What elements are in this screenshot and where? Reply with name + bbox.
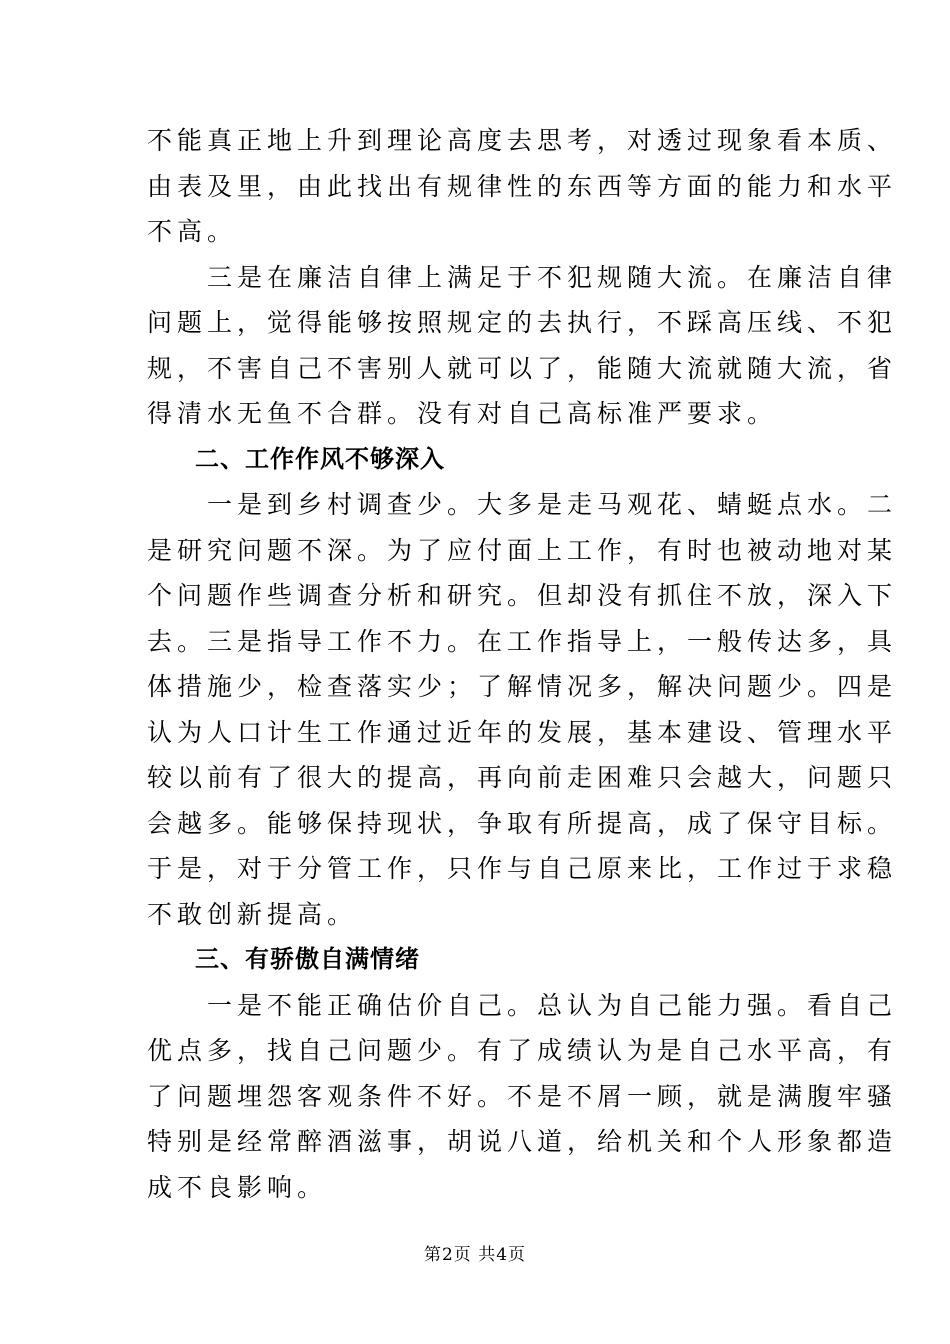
text-line: 得清水无鱼不合群。没有对自己高标准严要求。	[147, 399, 778, 428]
section-heading: 三、有骄傲自满情绪	[195, 945, 420, 973]
text-line: 优点多，找自己问题少。有了成绩认为是自己水平高，有	[147, 1036, 898, 1065]
section-heading: 二、工作作风不够深入	[195, 444, 445, 473]
text-line: 去。三是指导工作不力。在工作指导上，一般传达多，具	[147, 626, 898, 656]
text-line: 一是到乡村调查少。大多是走马观花、蜻蜓点水。二	[147, 490, 898, 519]
text-line: 较以前有了很大的提高，再向前走困难只会越大，问题只	[147, 763, 898, 792]
text-line: 于是，对于分管工作，只作与自己原来比，工作过于求稳	[147, 854, 898, 883]
document-body	[147, 118, 898, 1210]
text-line: 三是在廉洁自律上满足于不犯规随大流。在廉洁自律	[147, 262, 898, 292]
text-line: 成不良影响。	[147, 1172, 328, 1202]
paragraph	[147, 118, 898, 255]
text-line: 认为人口计生工作通过近年的发展，基本建设、管理水平	[147, 717, 898, 747]
page-footer: 第2页 共4页	[423, 1245, 527, 1265]
text-line: 了问题埋怨客观条件不好。不是不屑一顾，就是满腹牢骚	[147, 1081, 898, 1111]
paragraph	[147, 482, 898, 937]
text-line: 体措施少，检查落实少；了解情况多，解决问题少。四是	[147, 672, 898, 701]
text-line: 个问题作些调查分析和研究。但却没有抓住不放，深入下	[147, 581, 898, 610]
text-line: 由表及里，由此找出有规律性的东西等方面的能力和水平	[147, 171, 898, 201]
paragraph	[147, 255, 898, 437]
text-line: 一是不能正确估价自己。总认为自己能力强。看自己	[147, 990, 898, 1020]
text-line: 特别是经常醉酒滋事，胡说八道，给机关和个人形象都造	[147, 1127, 898, 1156]
text-line: 问题上，觉得能够按照规定的去执行，不踩高压线、不犯	[147, 308, 898, 337]
text-line: 不敢创新提高。	[147, 899, 358, 929]
text-line: 会越多。能够保持现状，争取有所提高，成了保守目标。	[147, 808, 898, 838]
text-line: 不能真正地上升到理论高度去思考，对透过现象看本质、	[147, 126, 898, 155]
text-line: 是研究问题不深。为了应付面上工作，有时也被动地对某	[147, 535, 898, 565]
text-line: 规，不害自己不害别人就可以了，能随大流就随大流，省	[147, 353, 898, 383]
text-line: 不高。	[147, 217, 238, 246]
paragraph	[147, 983, 898, 1211]
